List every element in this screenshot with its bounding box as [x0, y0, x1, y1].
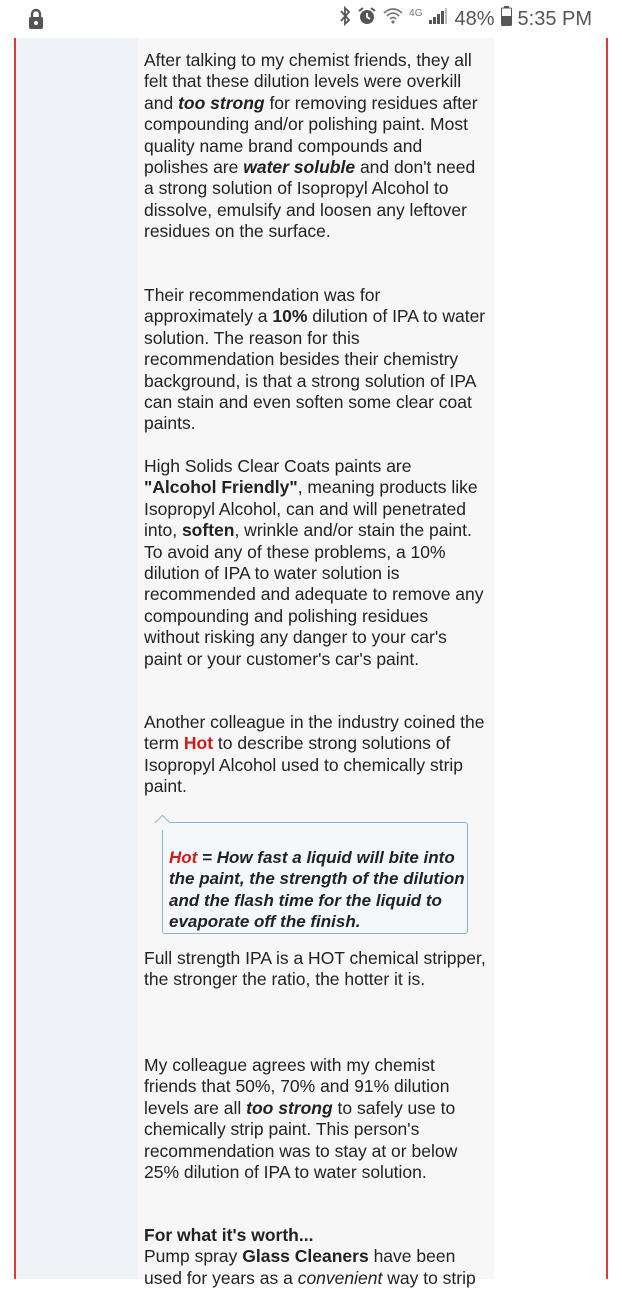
page-frame-right: [606, 38, 622, 1279]
callout-text: Hot = How fast a liquid will bite into the paint, the strength of the dilution and the flash time for the liquid to evaporate off the finish.: [169, 848, 465, 932]
paragraph-full-strength: Full strength IPA is a HOT chemical stripper, the stronger the ratio, the hotter it is.: [144, 948, 486, 990]
paragraph-colleague: My colleague agrees with my chemist friends that 50%, 70% and 91% dilution levels are all too strong to safely use to chemically strip paint. This person's recommendation was to stay at or below 25% dilution of IPA to water solution.: [144, 1055, 458, 1183]
signal-icon: [428, 7, 448, 31]
status-bar: [0, 0, 622, 38]
wifi-icon: [383, 7, 403, 31]
paragraph-recommendation: Their recommendation was for approximately a 10% dilution of IPA to water solution. The reason for this recommendation besides their chemistry background, is that a strong solution of IPA can stain and even soften some clear coat paints.: [144, 285, 486, 434]
paragraph-high-solids: High Solids Clear Coats paints are "Alcohol Friendly", meaning products like Isopropyl Alcohol, can and will penetrated into, soften, wrinkle and/or stain the paint. To avoid any of these problems, a 10% dilution of IPA to water solution is recommended and adequate to remove any compounding and polishing residues without risking any danger to your car's paint or your customer's car's paint.: [144, 456, 484, 669]
paragraph-residues: After talking to my chemist friends, they all felt that these dilution levels were overkill and too strong for removing residues after compounding and/or polishing paint. Most quality name brand compounds and polishes are water soluble and don't need a strong solution of Isopropyl Alcohol to dissolve, emulsify and loosen any leftover residues on the surface.: [144, 50, 478, 242]
section-heading: For what it's worth...: [144, 1225, 314, 1245]
alarm-icon: [357, 6, 377, 32]
battery-icon: [501, 6, 512, 32]
definition-callout: [162, 822, 468, 934]
network-type: 4G: [409, 7, 423, 19]
paragraph-for-what-its-worth: For what it's worth... Pump spray Glass Cleaners have been used for years as a convenient way to strip: [144, 1225, 476, 1288]
bluetooth-icon: [339, 6, 351, 32]
battery-percent: 48%: [454, 7, 495, 30]
right-gutter: [494, 38, 606, 1279]
page-frame-left: [0, 38, 16, 1279]
clock-time: 5:35 PM: [517, 7, 592, 30]
left-gutter: [16, 38, 138, 1279]
callout-term: Hot: [169, 848, 198, 867]
lock-icon: [28, 8, 44, 35]
paragraph-hot-term: Another colleague in the industry coined the term Hot to describe strong solutions of Isopropyl Alcohol used to chemically strip paint.: [144, 712, 485, 797]
